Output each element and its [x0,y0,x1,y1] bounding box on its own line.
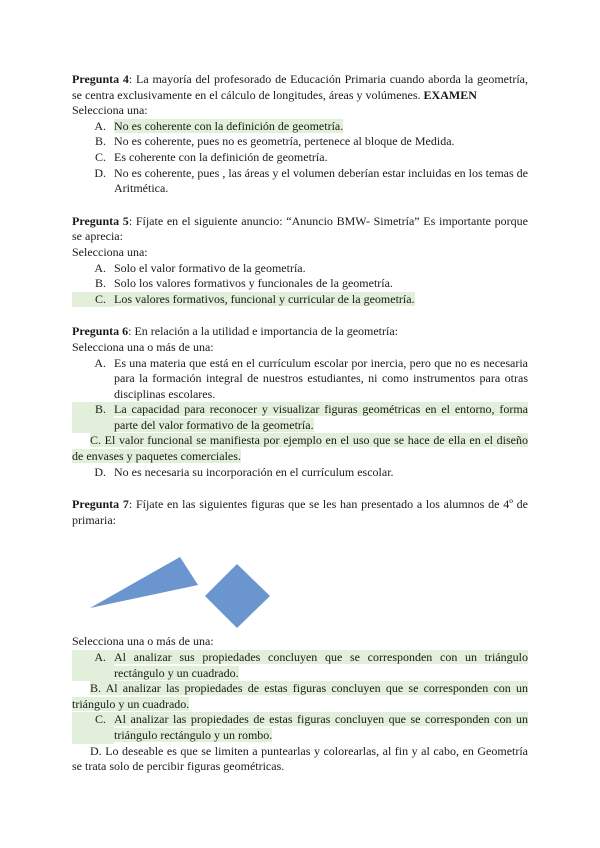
document-page [72,72,528,792]
option-letter: B. [72,402,114,433]
option-letter: B. [94,134,106,149]
question-6-text [72,324,528,340]
question-4-body: : La mayoría del profesorado de Educación Primaria cuando aborda la geometría, se centra exclusivamente en el cálculo de longitudes, áreas y volúmenes. [72,72,528,102]
question-7-label: Pregunta 7 [72,497,129,512]
option-4d[interactable] [72,166,528,197]
option-text: El valor funcional se manifiesta por ejemplo en el uso que se hace de ella en el diseño de envases y paquetes comerciales. [72,433,528,464]
question-7-text [72,497,528,528]
question-5-text [72,214,528,245]
option-text: No es coherente con la definición de geometría. [114,118,344,133]
option-letter: A. [72,650,114,681]
option-7b[interactable] [72,681,528,712]
option-text: Es coherente con la definición de geometría. [114,149,328,164]
option-7d[interactable] [72,744,528,775]
option-letter: A. [94,260,106,275]
option-text: Al analizar sus propiedades concluyen que se corresponden con un triángulo rectángulo y un cuadrado. [114,650,528,680]
triangle-shape [90,557,198,608]
option-text: Los valores formativos, funcional y curricular de la geometría. [114,291,415,306]
option-text: La capacidad para reconocer y visualizar figuras geométricas en el entorno, forma parte del valor formativo de la geometría. [114,402,528,432]
option-letter: C. [90,433,102,448]
option-6c[interactable] [72,433,528,464]
option-4a[interactable] [72,119,528,135]
option-letter: D. [90,743,102,758]
option-text: Es una materia que está en el currículum escolar por inercia, pero que no es necesaria para la formación integral de nuestros estudiantes, ni como instrumentos para otras disciplinas escolares. [114,355,528,401]
option-6d[interactable] [72,465,528,481]
option-5b[interactable] [72,276,528,292]
option-text: No es coherente, pues , las áreas y el volumen deberían estar incluidas en los temas de Aritmética. [114,165,528,196]
question-5-label: Pregunta 5 [72,213,129,228]
option-letter: C. [72,712,114,743]
question-5-instruction: Selecciona una: [72,244,148,259]
option-7c[interactable] [72,712,528,743]
option-4c[interactable] [72,150,528,166]
question-7 [72,497,528,775]
option-letter: A. [94,118,106,133]
question-5 [72,214,528,308]
question-4 [72,72,528,197]
question-6-body: : En relación a la utilidad e importancia de la geometría: [128,324,398,339]
option-5a[interactable] [72,261,528,277]
question-6 [72,324,528,480]
option-text: No es coherente, pues no es geometría, pertenece al bloque de Medida. [114,134,455,149]
option-text: Al analizar las propiedades de estas figuras concluyen que se corresponden con un triángulo rectángulo y un rombo. [114,712,528,742]
question-6-label: Pregunta 6 [72,324,129,339]
option-text: No es necesaria su incorporación en el currículum escolar. [114,464,394,479]
option-text: Solo los valores formativos y funcionales de la geometría. [114,276,393,291]
option-letter: C. [72,292,114,308]
exam-tag: EXAMEN [423,87,477,102]
option-6a[interactable] [72,356,528,403]
question-6-instruction: Selecciona una o más de una: [72,339,214,354]
question-4-text [72,72,528,103]
option-4b[interactable] [72,134,528,150]
option-6b[interactable] [72,402,528,433]
option-5c[interactable] [72,292,528,308]
option-text: Al analizar las propiedades de estas figuras concluyen que se corresponden con un triángulo y un cuadrado. [72,681,528,711]
question-7-body: : Fíjate en las siguientes figuras que se les han presentado a los alumnos de 4º de primaria: [72,497,528,527]
option-letter: B. [94,276,106,291]
option-letter: D. [94,464,106,479]
option-text: Lo deseable es que se limiten a puntearlas y colorearlas, al fin y al cabo, en Geometría se trata solo de percibir figuras geométricas. [72,743,529,774]
figures-area [72,538,528,628]
option-letter: B. [90,681,102,696]
option-text: Solo el valor formativo de la geometría. [114,260,306,275]
question-4-instruction: Selecciona una: [72,103,148,118]
option-letter: C. [94,149,106,164]
question-4-label: Pregunta 4 [72,72,129,86]
square-shape [205,564,270,628]
question-7-instruction: Selecciona una o más de una: [72,634,214,649]
option-letter: A. [94,355,106,370]
question-5-body: : Fíjate en el siguiente anuncio: “Anuncio BMW- Simetría” Es importante porque se aprecia: [72,213,529,244]
option-7a[interactable] [72,650,528,681]
option-letter: D. [94,165,106,180]
figures-svg [72,538,528,628]
